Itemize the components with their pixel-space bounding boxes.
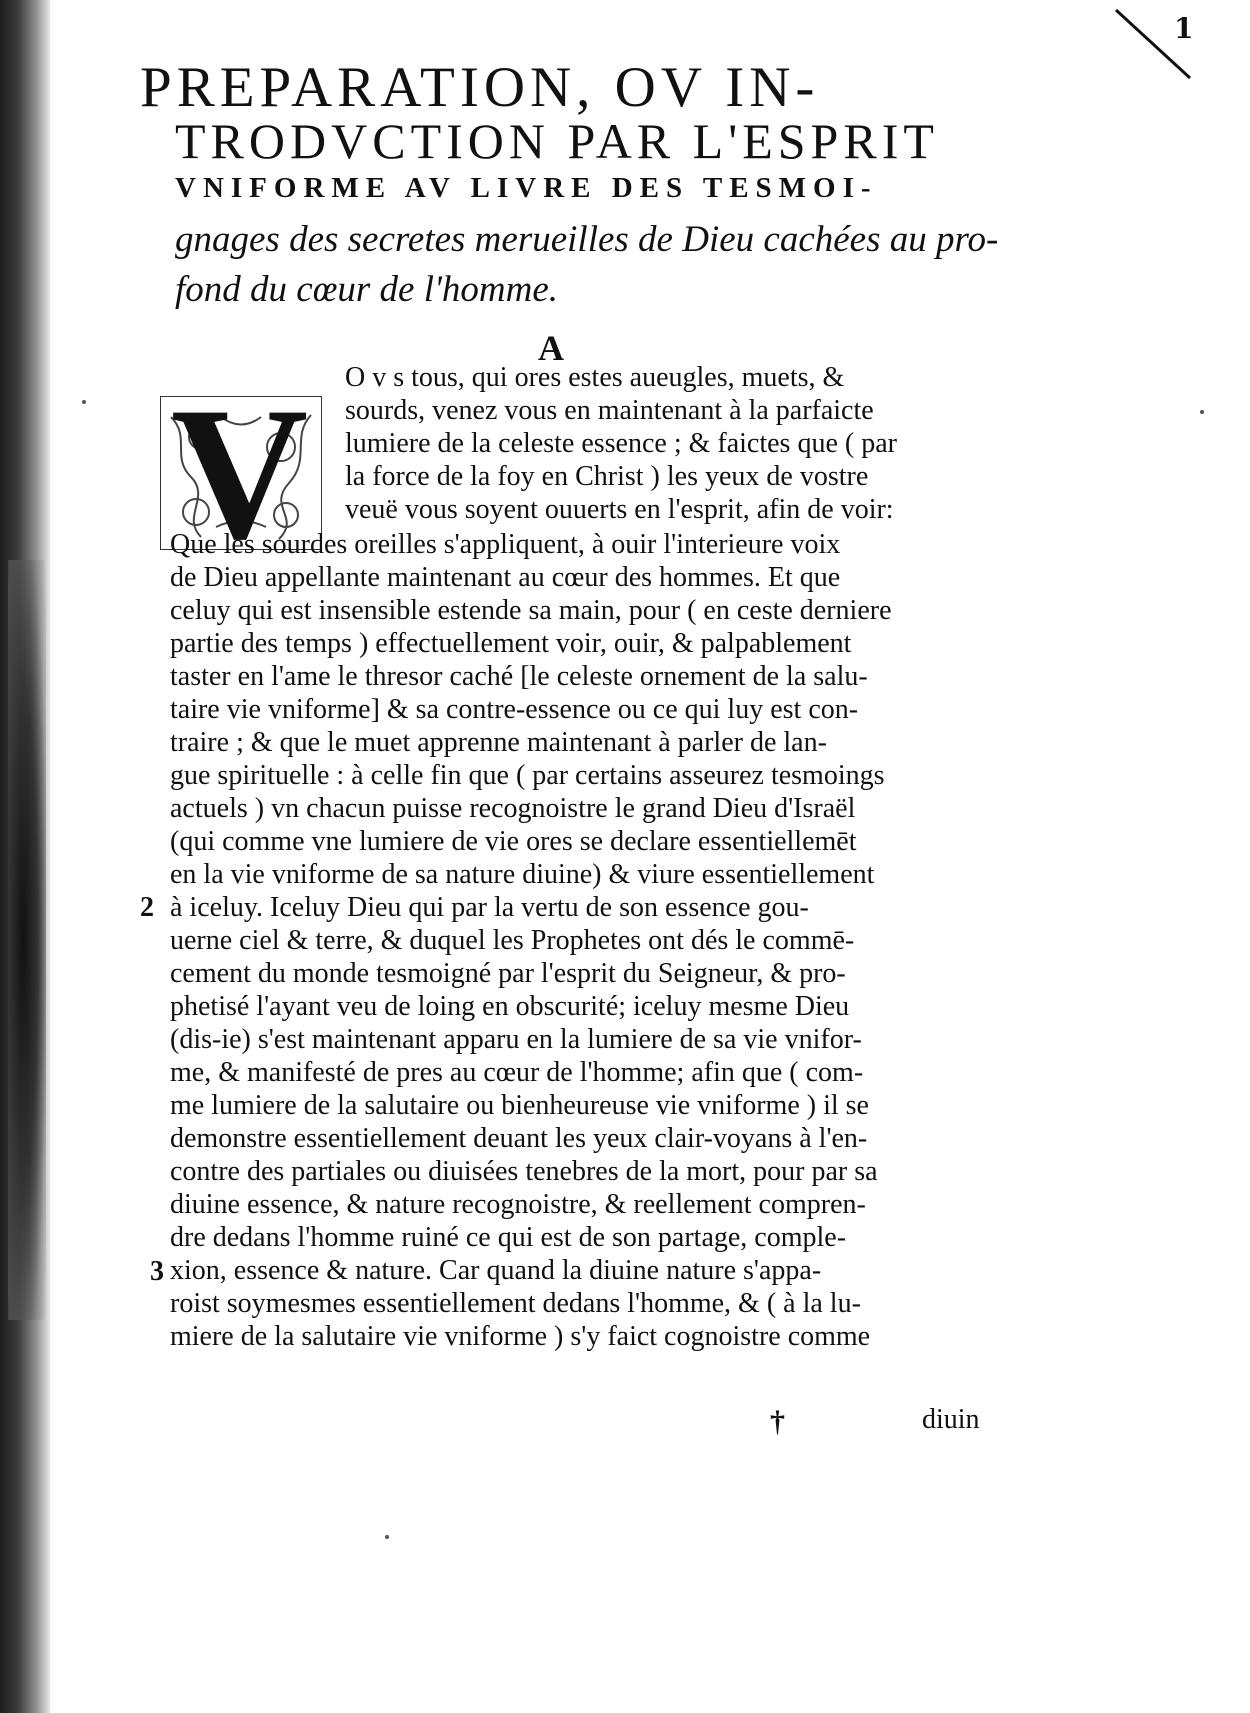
body-line: contre des partiales ou diuisées tenebres de la mort, pour par sa [170,1156,878,1187]
body-line: me lumiere de la salutaire ou bienheureuse vie vniforme ) il se [170,1090,869,1121]
body-line: taster en l'ame le thresor caché [le celeste ornement de la salu- [170,661,868,692]
body-line: celuy qui est insensible estende sa main, pour ( en ceste derniere [170,595,892,626]
ink-speck [1200,410,1204,414]
binding-stain [8,560,46,1320]
body-line: lumiere de la celeste essence ; & faictes que ( par [345,428,897,459]
ink-speck [82,400,86,404]
body-line: miere de la salutaire vie vniforme ) s'y faict cognoistre comme [170,1321,871,1352]
body-line: de Dieu appellante maintenant au cœur des hommes. Et que [170,562,841,593]
title-line-1: PREPARATION, OV IN- [140,56,820,119]
body-line: actuels ) vn chacun puisse recognoistre le grand Dieu d'Israël [170,793,856,824]
body-line: en la vie vniforme de sa nature diuine) & viure essentiellement [170,859,875,890]
body-line: partie des temps ) effectuellement voir, ouir, & palpablement [170,628,852,659]
title-line-4: gnages des secretes merueilles de Dieu cachées au pro- [175,219,999,260]
body-line: Que les sourdes oreilles s'appliquent, à ouir l'interieure voix [170,529,841,560]
body-line: xion, essence & nature. Car quand la diuine nature s'appa- [170,1255,822,1286]
margin-number: 2 [140,892,154,923]
body-line: phetisé l'ayant veu de loing en obscurité; iceluy mesme Dieu [170,991,850,1022]
title-line-5: fond du cœur de l'homme. [175,269,559,310]
body-line: me, & manifesté de pres au cœur de l'homme; afin que ( com- [170,1057,864,1088]
body-line: O v s tous, qui ores estes aueugles, muets, & [345,362,845,393]
body-line: veuë vous soyent ouuerts en l'esprit, afin de voir: [345,494,894,525]
body-line: dre dedans l'homme ruiné ce qui est de son partage, comple- [170,1222,847,1253]
body-line: (dis-ie) s'est maintenant apparu en la lumiere de sa vie vnifor- [170,1024,862,1055]
body-line: traire ; & que le muet apprenne maintenant à parler de lan- [170,727,827,758]
title-line-3: VNIFORME AV LIVRE DES TESMOI- [175,172,878,204]
margin-number: 3 [150,1256,164,1287]
page-number: 1 [1174,12,1194,45]
body-line: cement du monde tesmoigné par l'esprit du Seigneur, & pro- [170,958,846,989]
signature-mark: † [770,1405,785,1438]
body-line: sourds, venez vous en maintenant à la parfaicte [345,395,874,426]
catchword: diuin [922,1404,980,1435]
body-line: gue spirituelle : à celle fin que ( par certains asseurez tesmoings [170,760,885,791]
body-line: taire vie vniforme] & sa contre-essence ou ce qui luy est con- [170,694,859,725]
body-line: à iceluy. Iceluy Dieu qui par la vertu de son essence gou- [170,892,809,923]
drop-cap-letter: V [171,396,309,550]
ink-speck [385,1535,389,1539]
body-line: diuine essence, & nature recognoistre, & reellement compren- [170,1189,866,1220]
body-line: demonstre essentiellement deuant les yeux clair-voyans à l'en- [170,1123,868,1154]
body-line: (qui comme vne lumiere de vie ores se declare essentiellemēt [170,826,857,857]
section-letter: A [538,328,564,368]
body-line: la force de la foy en Christ ) les yeux de vostre [345,461,869,492]
body-line: uerne ciel & terre, & duquel les Prophetes ont dés le commē- [170,925,855,956]
body-line: roist soymesmes essentiellement dedans l'homme, & ( à la lu- [170,1288,861,1319]
title-line-2: TRODVCTION PAR L'ESPRIT [175,113,939,169]
